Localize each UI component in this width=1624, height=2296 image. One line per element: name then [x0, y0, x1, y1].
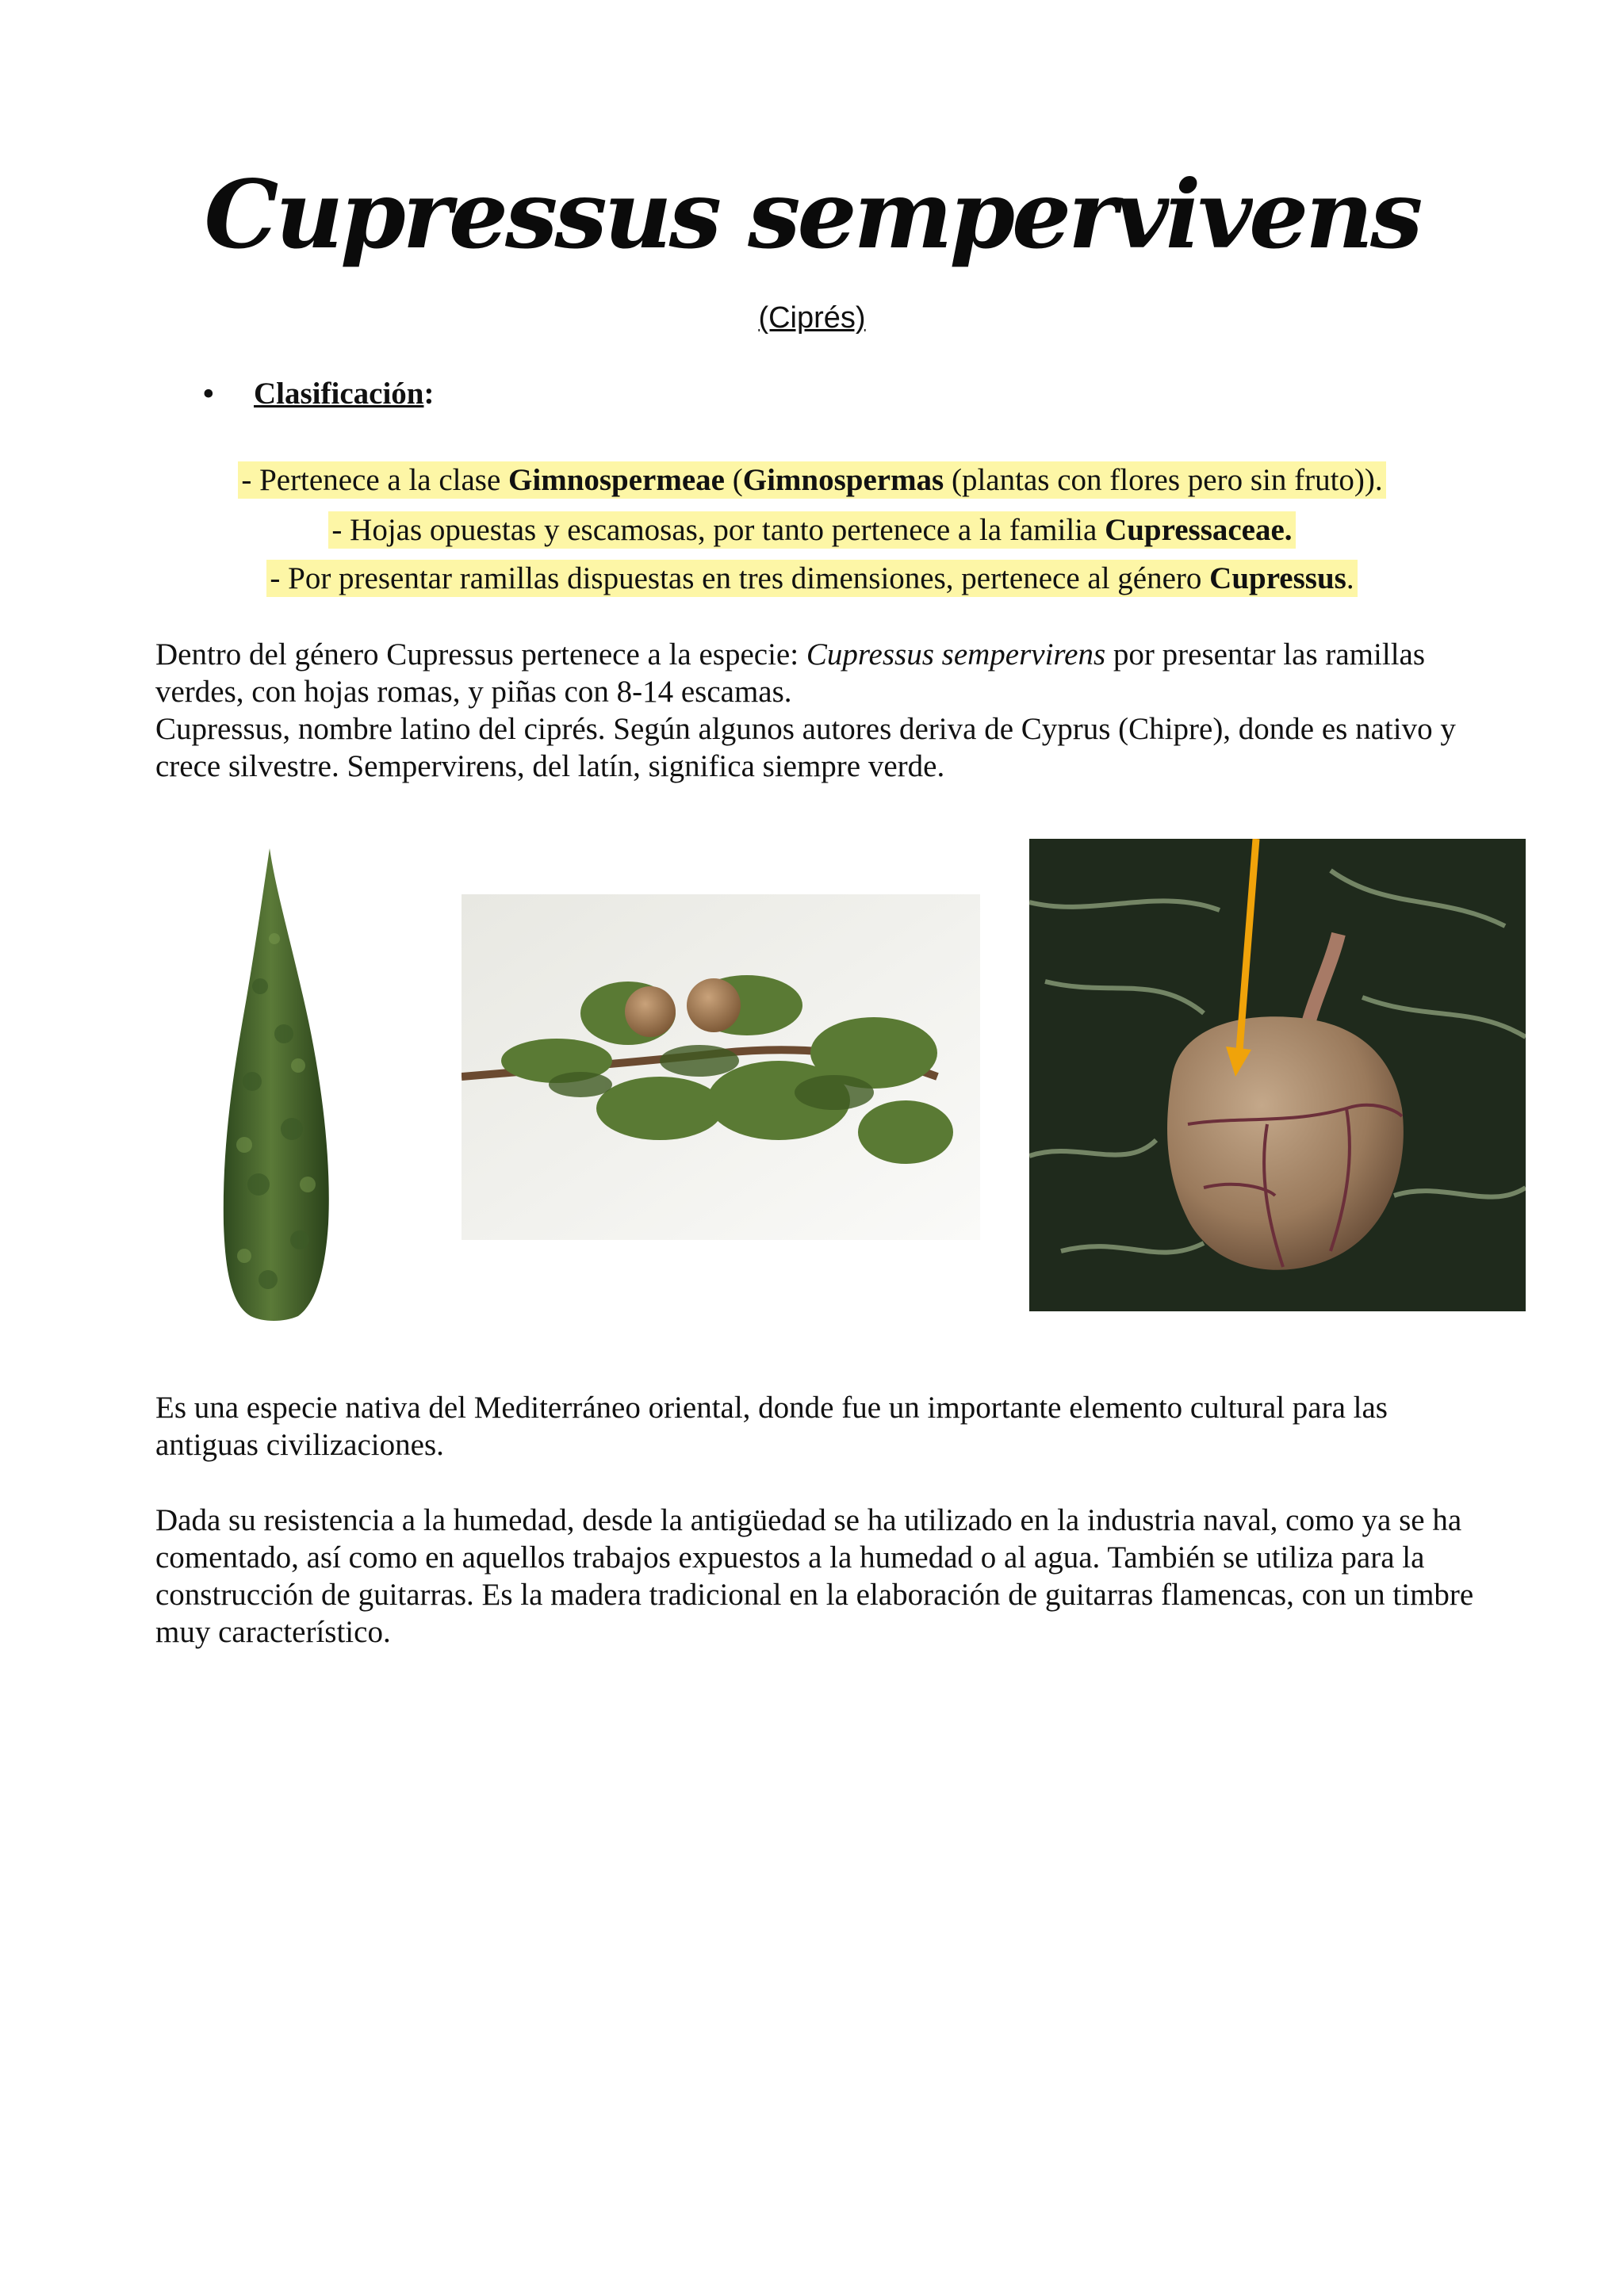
paragraph-etymology: Cupressus, nombre latino del ciprés. Según algunos autores deriva de Cyprus (Chipre), donde es nativo y crece silvestre. Sempervirens, del latín, significa siempre verde.	[155, 712, 1456, 783]
classification-label: Clasificación	[254, 377, 424, 411]
page-title: Cupressus sempervivens	[204, 159, 1420, 270]
classification-line-genus: - Por presentar ramillas dispuestas en tres dimensiones, pertenece al género Cupressus.	[0, 561, 1624, 596]
paragraph-species: Dentro del género Cupressus pertenece a la especie: Cupressus sempervirens por presentar las ramillas verdes, con hojas romas, y piñas con 8-14 escamas.	[155, 637, 1426, 709]
cypress-branch-image	[462, 894, 980, 1240]
classification-line-class: - Pertenece a la clase Gimnospermeae (Gimnospermas (plantas con flores pero sin fruto)).	[0, 462, 1624, 498]
classification-line-family: - Hojas opuestas y escamosas, por tanto pertenece a la familia Cupressaceae.	[0, 512, 1624, 548]
classification-colon: :	[423, 377, 435, 411]
paragraph-origin: Es una especie nativa del Mediterráneo oriental, donde fue un importante elemento cultural para las antiguas civilizaciones.	[155, 1391, 1388, 1462]
paragraph-uses: Dada su resistencia a la humedad, desde la antigüedad se ha utilizado en la industria naval, como ya se ha comentado, así como en aquellos trabajos expuestos a la humedad o al agua. También se utiliza para la construcción de guitarras. Es la madera tradicional en la elaboración de guitarras flamencas, con un timbre muy característico.	[155, 1503, 1474, 1649]
page-subtitle: (Ciprés)	[758, 301, 866, 335]
bullet-marker: •	[203, 377, 214, 411]
cypress-tree-image	[197, 844, 352, 1326]
cypress-cone-image	[1029, 839, 1526, 1311]
